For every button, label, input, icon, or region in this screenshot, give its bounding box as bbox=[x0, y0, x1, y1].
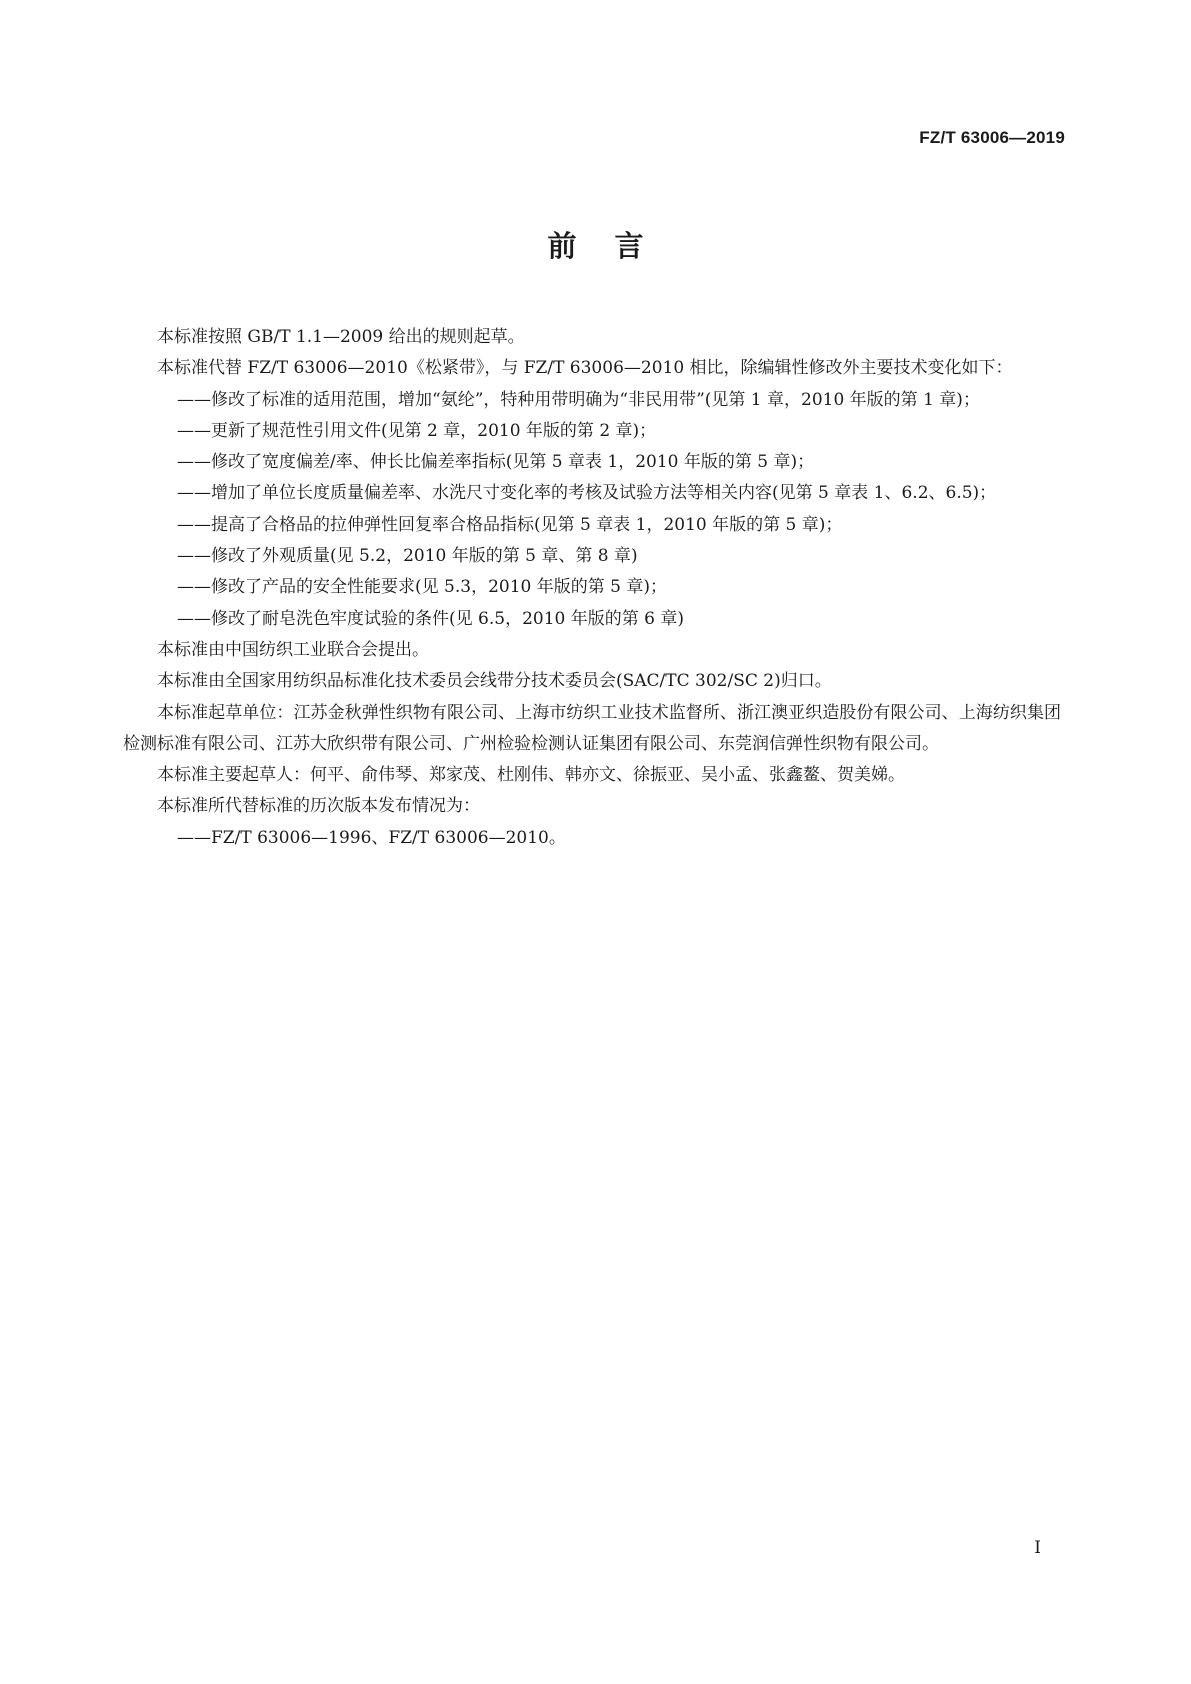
paragraph-version-history: 本标准所代替标准的历次版本发布情况为： bbox=[157, 796, 480, 817]
paragraph-main-drafters: 本标准主要起草人：何平、俞伟琴、郑家茂、杜刚伟、韩亦文、徐振亚、吴小孟、张鑫鳌、贺美娣。 bbox=[157, 765, 905, 786]
page-title: 前言 bbox=[547, 229, 682, 263]
history-item: ——FZ/T 63006—1996、FZ/T 63006—2010。 bbox=[177, 827, 566, 848]
paragraph-administered-by: 本标准由全国家用纺织品标准化技术委员会线带分技术委员会(SAC/TC 302/SC 2)归口。 bbox=[157, 671, 832, 692]
change-item: ——增加了单位长度质量偏差率、水洗尺寸变化率的考核及试验方法等相关内容(见第 5 章表 1、6.2、6.5)； bbox=[177, 483, 997, 504]
paragraph-drafting-units: 本标准起草单位：江苏金秋弹性织物有限公司、上海市纺织工业技术监督所、浙江澳亚织造股份有限公司、上海纺织集团检测标准有限公司、江苏大欣织带有限公司、广州检验检测认证集团有限公司、东莞润信弹性织物有限公司。 bbox=[123, 702, 1061, 754]
change-item: ——更新了规范性引用文件(见第 2 章，2010 年版的第 2 章)； bbox=[177, 420, 657, 441]
change-item: ——修改了产品的安全性能要求(见 5.3，2010 年版的第 5 章)； bbox=[177, 577, 667, 598]
change-item: ——修改了宽度偏差/率、伸长比偏差率指标(见第 5 章表 1，2010 年版的第 5 章)； bbox=[177, 452, 815, 473]
change-item: ——修改了耐皂洗色牢度试验的条件(见 6.5，2010 年版的第 6 章) bbox=[177, 608, 684, 629]
page-number: I bbox=[1034, 1538, 1041, 1558]
document-code: FZ/T 63006—2019 bbox=[919, 128, 1065, 147]
document-body bbox=[123, 322, 1061, 854]
paragraph-proposed-by: 本标准由中国纺织工业联合会提出。 bbox=[157, 639, 429, 660]
change-item: ——修改了标准的适用范围，增加“氨纶”，特种用带明确为“非民用带”(见第 1 章，2010 年版的第 1 章)； bbox=[177, 389, 980, 410]
change-item: ——修改了外观质量(见 5.2，2010 年版的第 5 章、第 8 章) bbox=[177, 546, 638, 567]
paragraph-replacement: 本标准代替 FZ/T 63006—2010《松紧带》，与 FZ/T 63006—2010 相比，除编辑性修改外主要技术变化如下： bbox=[157, 358, 1013, 379]
change-item: ——提高了合格品的拉伸弹性回复率合格品指标(见第 5 章表 1，2010 年版的第 5 章)； bbox=[177, 514, 843, 535]
paragraph-drafting-rules: 本标准按照 GB/T 1.1—2009 给出的规则起草。 bbox=[157, 327, 525, 347]
